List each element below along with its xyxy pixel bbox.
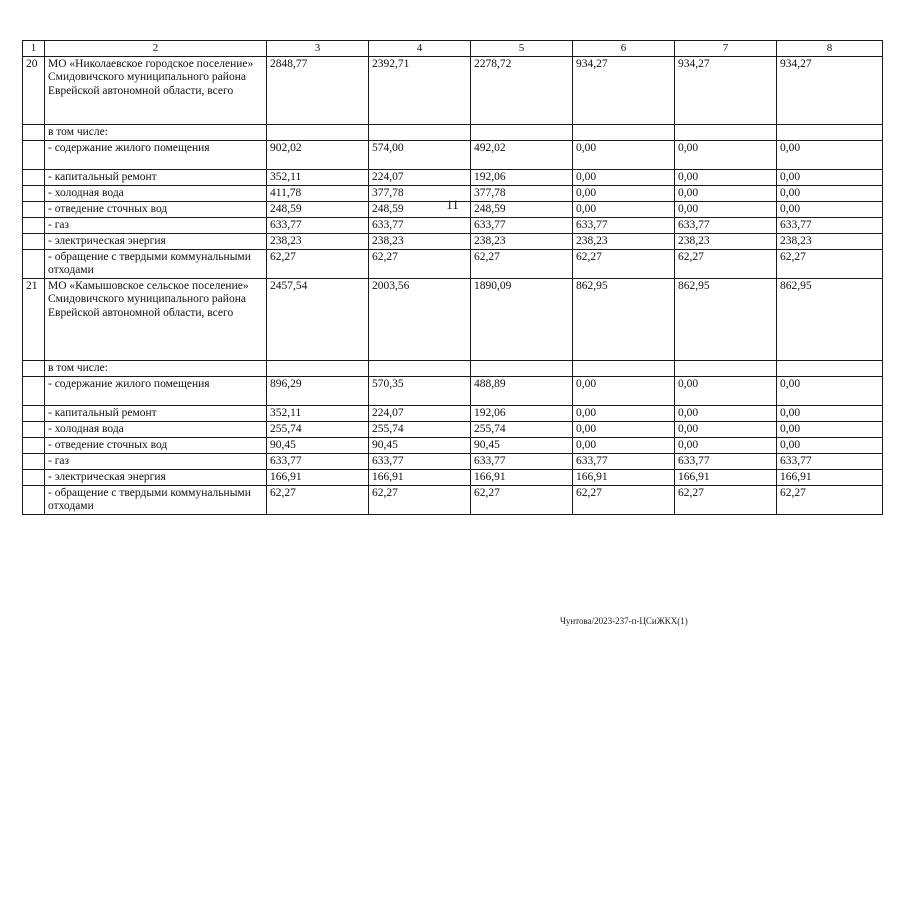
value-cell (675, 124, 777, 140)
value-cell: 166,91 (267, 469, 369, 485)
value-cell: 62,27 (267, 249, 369, 278)
row-label-cell: - холодная вода (45, 185, 267, 201)
value-cell: 633,77 (267, 217, 369, 233)
value-cell: 62,27 (471, 485, 573, 514)
header-cell: 6 (573, 41, 675, 57)
value-cell: 62,27 (573, 249, 675, 278)
value-cell: 90,45 (471, 437, 573, 453)
row-label-cell: - капитальный ремонт (45, 405, 267, 421)
value-cell: 934,27 (573, 56, 675, 124)
row-label-cell: - отведение сточных вод (45, 201, 267, 217)
row-index-cell (23, 124, 45, 140)
value-cell: 377,78 (369, 185, 471, 201)
value-cell: 2457,54 (267, 278, 369, 360)
value-cell: 574,00 (369, 140, 471, 169)
value-cell: 0,00 (777, 169, 883, 185)
value-cell: 0,00 (675, 437, 777, 453)
value-cell: 166,91 (777, 469, 883, 485)
value-cell: 0,00 (573, 140, 675, 169)
value-cell (777, 124, 883, 140)
value-cell (675, 360, 777, 376)
value-cell: 492,02 (471, 140, 573, 169)
value-cell: 255,74 (471, 421, 573, 437)
value-cell: 248,59 (471, 201, 573, 217)
row-label-cell: в том числе: (45, 124, 267, 140)
value-cell (267, 360, 369, 376)
value-cell: 862,95 (675, 278, 777, 360)
value-cell: 62,27 (573, 485, 675, 514)
value-cell: 352,11 (267, 169, 369, 185)
row-label-cell: - содержание жилого помещения (45, 140, 267, 169)
table-row (23, 376, 883, 405)
row-label-cell: - холодная вода (45, 421, 267, 437)
value-cell: 166,91 (573, 469, 675, 485)
row-label-cell: - электрическая энергия (45, 469, 267, 485)
header-cell: 7 (675, 41, 777, 57)
table-row (23, 201, 883, 217)
header-cell: 1 (23, 41, 45, 57)
value-cell: 248,59 (267, 201, 369, 217)
table-row (23, 278, 883, 360)
value-cell: 862,95 (777, 278, 883, 360)
row-index-cell (23, 421, 45, 437)
header-cell: 5 (471, 41, 573, 57)
value-cell: 633,77 (573, 453, 675, 469)
value-cell: 238,23 (369, 233, 471, 249)
value-cell: 2278,72 (471, 56, 573, 124)
value-cell (369, 124, 471, 140)
value-cell: 862,95 (573, 278, 675, 360)
row-index-cell: 20 (23, 56, 45, 124)
table-row (23, 360, 883, 376)
row-index-cell: 21 (23, 278, 45, 360)
value-cell: 0,00 (777, 437, 883, 453)
value-cell: 411,78 (267, 185, 369, 201)
row-index-cell (23, 485, 45, 514)
value-cell: 633,77 (675, 217, 777, 233)
value-cell: 0,00 (573, 169, 675, 185)
value-cell: 633,77 (369, 217, 471, 233)
value-cell: 255,74 (267, 421, 369, 437)
row-label-cell: в том числе: (45, 360, 267, 376)
value-cell: 192,06 (471, 405, 573, 421)
value-cell: 934,27 (675, 56, 777, 124)
row-label-cell: - электрическая энергия (45, 233, 267, 249)
value-cell: 0,00 (675, 169, 777, 185)
value-cell: 0,00 (675, 185, 777, 201)
row-label-cell: - обращение с твердыми коммунальными отходами (45, 249, 267, 278)
value-cell: 633,77 (471, 453, 573, 469)
value-cell: 633,77 (471, 217, 573, 233)
value-cell: 192,06 (471, 169, 573, 185)
value-cell: 633,77 (777, 217, 883, 233)
table-row (23, 233, 883, 249)
value-cell: 633,77 (675, 453, 777, 469)
value-cell: 224,07 (369, 169, 471, 185)
row-label-cell: - газ (45, 217, 267, 233)
value-cell: 255,74 (369, 421, 471, 437)
value-cell: 2392,71 (369, 56, 471, 124)
tariff-table (22, 40, 883, 515)
value-cell (471, 360, 573, 376)
value-cell: 0,00 (675, 201, 777, 217)
value-cell: 902,02 (267, 140, 369, 169)
value-cell: 238,23 (777, 233, 883, 249)
row-index-cell (23, 360, 45, 376)
value-cell: 238,23 (471, 233, 573, 249)
value-cell: 62,27 (675, 485, 777, 514)
value-cell: 248,59 (369, 201, 471, 217)
row-label-cell: МО «Николаевское городское поселение» Смидовичского муниципального района Еврейской автономной области, всего (45, 56, 267, 124)
header-cell: 4 (369, 41, 471, 57)
row-index-cell (23, 249, 45, 278)
value-cell: 633,77 (777, 453, 883, 469)
value-cell: 0,00 (777, 421, 883, 437)
table-row (23, 485, 883, 514)
value-cell (369, 360, 471, 376)
table-row (23, 437, 883, 453)
value-cell: 238,23 (675, 233, 777, 249)
table-row (23, 185, 883, 201)
header-cell: 3 (267, 41, 369, 57)
table-row (23, 405, 883, 421)
value-cell: 0,00 (573, 405, 675, 421)
value-cell: 633,77 (573, 217, 675, 233)
value-cell: 0,00 (573, 437, 675, 453)
row-index-cell (23, 469, 45, 485)
value-cell: 0,00 (675, 405, 777, 421)
value-cell: 0,00 (573, 376, 675, 405)
value-cell: 0,00 (573, 421, 675, 437)
row-label-cell: - обращение с твердыми коммунальными отходами (45, 485, 267, 514)
row-index-cell (23, 437, 45, 453)
value-cell: 238,23 (267, 233, 369, 249)
value-cell: 224,07 (369, 405, 471, 421)
table-row (23, 124, 883, 140)
row-label-cell: МО «Камышовское сельское поселение» Смидовичского муниципального района Еврейской автономной области, всего (45, 278, 267, 360)
value-cell: 0,00 (777, 376, 883, 405)
table-row (23, 469, 883, 485)
value-cell (573, 124, 675, 140)
value-cell: 90,45 (369, 437, 471, 453)
value-cell: 0,00 (777, 140, 883, 169)
value-cell: 377,78 (471, 185, 573, 201)
value-cell (777, 360, 883, 376)
value-cell: 62,27 (471, 249, 573, 278)
value-cell: 0,00 (777, 201, 883, 217)
value-cell: 62,27 (777, 485, 883, 514)
value-cell: 2848,77 (267, 56, 369, 124)
value-cell: 2003,56 (369, 278, 471, 360)
header-cell: 2 (45, 41, 267, 57)
table-row (23, 453, 883, 469)
value-cell: 238,23 (573, 233, 675, 249)
table-body (23, 41, 883, 515)
value-cell: 0,00 (777, 405, 883, 421)
header-cell: 8 (777, 41, 883, 57)
value-cell: 0,00 (777, 185, 883, 201)
value-cell: 0,00 (675, 376, 777, 405)
document-code: Чунтова/2023-237-п-ЦСиЖКХ(1) (560, 616, 688, 626)
value-cell: 166,91 (675, 469, 777, 485)
table-row (23, 169, 883, 185)
value-cell: 62,27 (267, 485, 369, 514)
row-index-cell (23, 169, 45, 185)
value-cell: 633,77 (369, 453, 471, 469)
value-cell: 62,27 (369, 485, 471, 514)
header-row (23, 41, 883, 57)
value-cell: 570,35 (369, 376, 471, 405)
value-cell: 166,91 (369, 469, 471, 485)
table-row (23, 217, 883, 233)
value-cell: 896,29 (267, 376, 369, 405)
value-cell: 0,00 (675, 140, 777, 169)
table-row (23, 140, 883, 169)
row-index-cell (23, 376, 45, 405)
value-cell: 633,77 (267, 453, 369, 469)
table-row (23, 56, 883, 124)
row-index-cell (23, 140, 45, 169)
row-index-cell (23, 233, 45, 249)
value-cell: 0,00 (573, 201, 675, 217)
row-index-cell (23, 453, 45, 469)
value-cell: 934,27 (777, 56, 883, 124)
value-cell: 1890,09 (471, 278, 573, 360)
value-cell: 62,27 (777, 249, 883, 278)
value-cell (267, 124, 369, 140)
row-label-cell: - газ (45, 453, 267, 469)
row-index-cell (23, 217, 45, 233)
row-index-cell (23, 185, 45, 201)
row-index-cell (23, 201, 45, 217)
value-cell: 62,27 (675, 249, 777, 278)
row-label-cell: - содержание жилого помещения (45, 376, 267, 405)
value-cell: 62,27 (369, 249, 471, 278)
value-cell: 166,91 (471, 469, 573, 485)
row-label-cell: - отведение сточных вод (45, 437, 267, 453)
value-cell: 352,11 (267, 405, 369, 421)
table-row (23, 421, 883, 437)
value-cell: 0,00 (573, 185, 675, 201)
page-number: 11 (446, 197, 459, 212)
value-cell: 0,00 (675, 421, 777, 437)
table-row (23, 249, 883, 278)
value-cell (573, 360, 675, 376)
value-cell: 488,89 (471, 376, 573, 405)
value-cell (471, 124, 573, 140)
row-index-cell (23, 405, 45, 421)
value-cell: 90,45 (267, 437, 369, 453)
row-label-cell: - капитальный ремонт (45, 169, 267, 185)
